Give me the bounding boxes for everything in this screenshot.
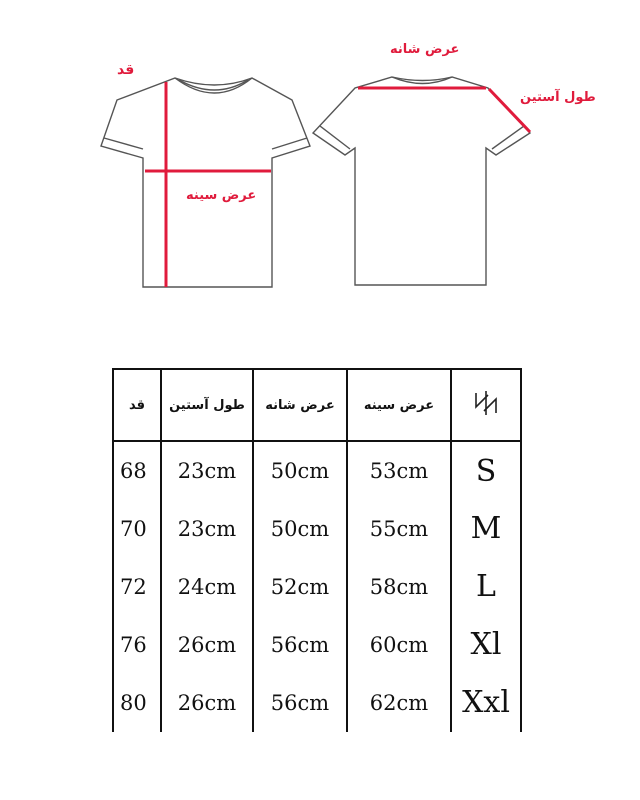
shoulder-width-label: عرض شانه <box>390 42 460 57</box>
front-tshirt-outline <box>101 78 310 287</box>
header-sleeve-length: طول آستین <box>161 369 253 441</box>
height-value: 76 <box>113 616 161 674</box>
chest-value: 53cm <box>347 441 451 500</box>
tshirt-diagrams <box>0 0 640 330</box>
size-value: L <box>451 558 521 616</box>
shoulder-value: 50cm <box>253 500 347 558</box>
header-height: قد <box>113 369 161 441</box>
table-row <box>113 616 521 674</box>
header-brand-logo <box>451 369 521 441</box>
size-value: Xxl <box>451 674 521 732</box>
size-value: S <box>451 441 521 500</box>
chest-value: 58cm <box>347 558 451 616</box>
chest-width-label: عرض سینه <box>186 188 257 203</box>
size-chart-table <box>112 368 522 732</box>
measurement-lines <box>145 82 530 287</box>
sleeve-value: 23cm <box>161 441 253 500</box>
table-row <box>113 674 521 732</box>
size-value: Xl <box>451 616 521 674</box>
shoulder-value: 56cm <box>253 674 347 732</box>
table-header-row <box>113 369 521 441</box>
height-value: 72 <box>113 558 161 616</box>
table-row <box>113 500 521 558</box>
size-value: M <box>451 500 521 558</box>
chest-value: 62cm <box>347 674 451 732</box>
table-row <box>113 441 521 500</box>
shoulder-value: 50cm <box>253 441 347 500</box>
shoulder-value: 56cm <box>253 616 347 674</box>
height-value: 68 <box>113 441 161 500</box>
sleeve-length-label: طول آستین <box>520 90 596 105</box>
table-row <box>113 558 521 616</box>
chest-value: 60cm <box>347 616 451 674</box>
back-tshirt-outline <box>313 77 530 285</box>
shoulder-value: 52cm <box>253 558 347 616</box>
height-value: 70 <box>113 500 161 558</box>
height-value: 80 <box>113 674 161 732</box>
sleeve-value: 26cm <box>161 616 253 674</box>
sleeve-value: 23cm <box>161 500 253 558</box>
chest-value: 55cm <box>347 500 451 558</box>
sleeve-value: 24cm <box>161 558 253 616</box>
header-shoulder-width: عرض شانه <box>253 369 347 441</box>
height-label: قد <box>117 62 135 78</box>
header-chest-width: عرض سینه <box>347 369 451 441</box>
brand-logo-icon <box>468 385 504 421</box>
sleeve-value: 26cm <box>161 674 253 732</box>
